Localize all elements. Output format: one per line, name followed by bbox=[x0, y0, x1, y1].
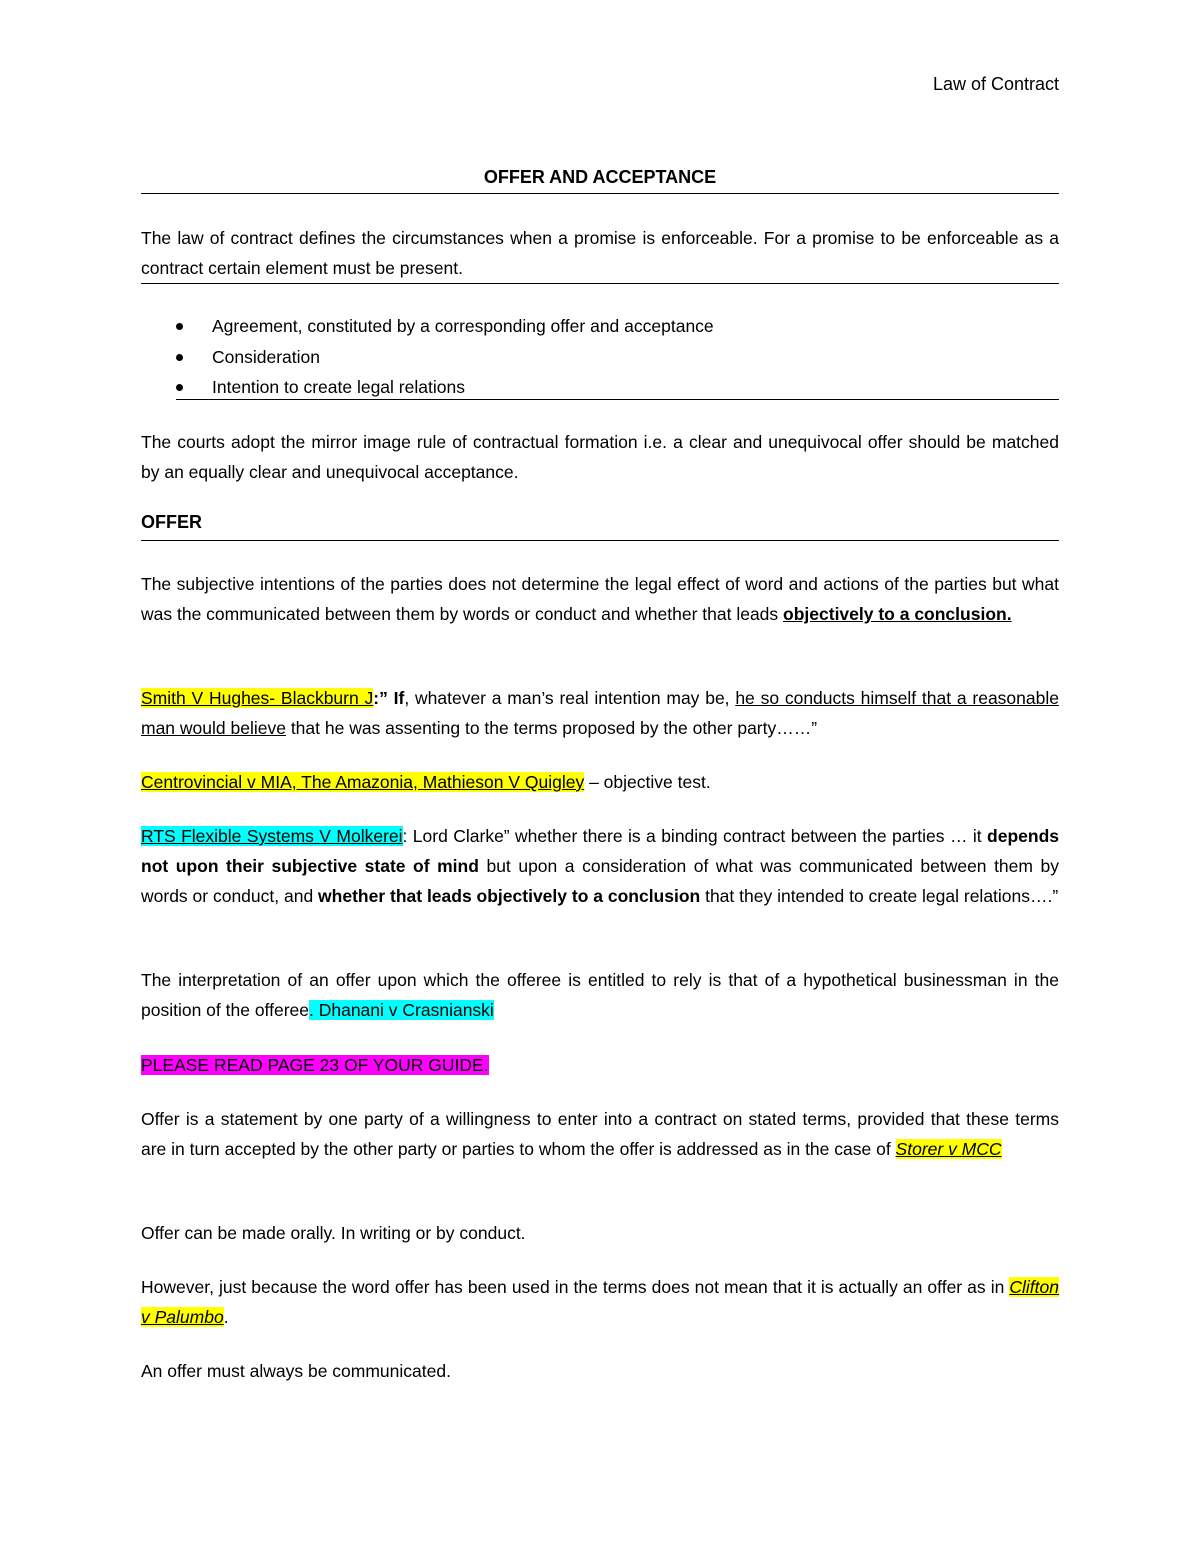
case-smith-v-hughes: Smith V Hughes- Blackburn J bbox=[141, 688, 374, 708]
intro-rule bbox=[141, 283, 1059, 284]
bullet-icon bbox=[176, 384, 183, 391]
intro-paragraph: The law of contract defines the circumstances when a promise is enforceable. For a promise to be enforceable as a contract certain element must be present. bbox=[141, 228, 1059, 278]
case-dhanani: . Dhanani v Crasnianski bbox=[309, 1000, 494, 1020]
title-rule bbox=[141, 193, 1059, 194]
running-header: Law of Contract bbox=[932, 74, 1059, 94]
list-item: Agreement, constituted by a corresponding offer and acceptance bbox=[176, 311, 1059, 342]
definition-paragraph: Offer is a statement by one party of a willingness to enter into a contract on stated terms, provided that these terms are in turn accepted by the other party or parties to whom the offer is addressed as in the case of Storer v MCC bbox=[141, 1109, 1059, 1159]
bullet-icon bbox=[176, 323, 183, 330]
smith-paragraph: Smith V Hughes- Blackburn J:” If, whatever a man’s real intention may be, he so conducts himself that a reasonable man would believe that he was assenting to the terms proposed by the other party……” bbox=[141, 688, 1059, 738]
guide-notice: PLEASE READ PAGE 23 OF YOUR GUIDE. bbox=[141, 1055, 489, 1075]
notice-paragraph bbox=[141, 1050, 1059, 1080]
emphasis-text: objectively to a conclusion. bbox=[783, 604, 1012, 624]
section-rule bbox=[141, 540, 1059, 541]
underlined-quote: he so conducts himself that a reasonable man would believe bbox=[141, 688, 1059, 738]
case-clifton-v-palumbo: Clifton v Palumbo bbox=[141, 1277, 1059, 1327]
case-storer-v-mcc: Storer v MCC bbox=[895, 1139, 1002, 1159]
modes-paragraph: Offer can be made orally. In writing or by conduct. bbox=[141, 1223, 526, 1243]
list-item: Consideration bbox=[176, 342, 1059, 373]
rts-paragraph: RTS Flexible Systems V Molkerei: Lord Clarke” whether there is a binding contract between the parties … it depends not upon their subjective state of mind but upon a consideration of what was communicated between them by words or conduct, and whether that leads objectively to a conclusion that they intended to create legal relations….” bbox=[141, 826, 1060, 906]
document-title: OFFER AND ACCEPTANCE bbox=[483, 167, 717, 187]
section-heading-offer: OFFER bbox=[141, 512, 202, 532]
interpretation-paragraph: The interpretation of an offer upon which the offeree is entitled to rely is that of a hypothetical businessman in the position of the offeree. Dhanani v Crasnianski bbox=[141, 970, 1059, 1020]
clifton-paragraph: However, just because the word offer has been used in the terms does not mean that it is actually an offer as in Clifton v Palumbo. bbox=[141, 1277, 1059, 1327]
bullet-icon bbox=[176, 354, 183, 361]
list-item: Intention to create legal relations bbox=[176, 372, 1059, 403]
objective-test-paragraph: Centrovincial v MIA, The Amazonia, Mathieson V Quigley – objective test. bbox=[141, 772, 711, 792]
elements-list bbox=[176, 311, 1059, 403]
communicated-paragraph: An offer must always be communicated. bbox=[141, 1361, 451, 1381]
list-rule bbox=[176, 399, 1059, 400]
subjective-paragraph: The subjective intentions of the parties does not determine the legal effect of word and actions of the parties but what was the communicated between them by words or conduct and whether that leads objectively to a conclusion. bbox=[141, 574, 1059, 624]
mirror-rule-paragraph: The courts adopt the mirror image rule of contractual formation i.e. a clear and unequivocal offer should be matched by an equally clear and unequivocal acceptance. bbox=[141, 432, 1059, 482]
case-centrovincial: Centrovincial v MIA, The Amazonia, Mathieson V Quigley bbox=[141, 772, 585, 792]
case-rts-flexible: RTS Flexible Systems V Molkerei bbox=[141, 826, 403, 846]
